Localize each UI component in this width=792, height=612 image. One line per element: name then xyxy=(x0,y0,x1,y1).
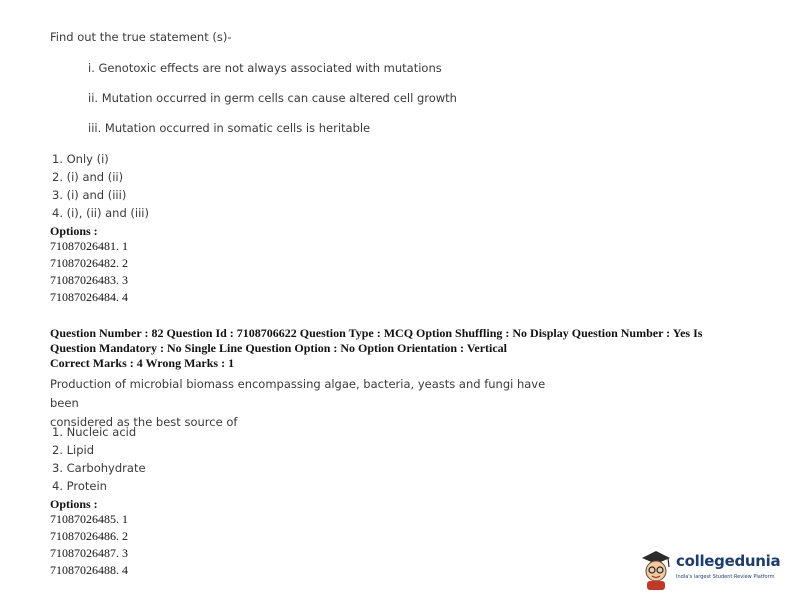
option-code-list xyxy=(50,238,128,306)
answer-choice-list xyxy=(52,423,146,495)
option-code: 71087026485. 1 xyxy=(50,512,128,526)
option-code: 71087026486. 2 xyxy=(50,529,128,543)
answer-choice: 4. Protein xyxy=(52,479,107,493)
option-code: 71087026487. 3 xyxy=(50,546,128,560)
options-heading: Options : xyxy=(50,224,98,238)
option-code-list xyxy=(50,511,128,579)
option-code: 71087026484. 4 xyxy=(50,290,128,304)
answer-choice: 3. (i) and (iii) xyxy=(52,188,127,202)
answer-choice-list xyxy=(52,150,149,222)
statement-ii: ii. Mutation occurred in germ cells can cause altered cell growth xyxy=(88,91,457,105)
options-heading: Options : xyxy=(50,497,98,511)
question-prompt: Find out the true statement (s)- xyxy=(50,30,232,44)
question-meta-line: Question Mandatory : No Single Line Question Option : No Option Orientation : Vertical xyxy=(50,341,508,355)
option-code: 71087026488. 4 xyxy=(50,563,128,577)
logo-tagline: India's largest Student Review Platform xyxy=(676,574,775,580)
question-text-line: Production of microbial biomass encompassing algae, bacteria, yeasts and fungi have been xyxy=(50,377,546,410)
answer-choice: 1. Nucleic acid xyxy=(52,425,137,439)
answer-choice: 1. Only (i) xyxy=(52,152,109,166)
option-code: 71087026483. 3 xyxy=(50,273,128,287)
question-meta xyxy=(50,326,750,356)
collegedunia-logo xyxy=(638,548,781,594)
statement-iii: iii. Mutation occurred in somatic cells is heritable xyxy=(88,121,371,135)
statement-i: i. Genotoxic effects are not always associated with mutations xyxy=(88,61,442,75)
option-code: 71087026482. 2 xyxy=(50,256,128,270)
student-mascot-icon xyxy=(638,548,674,592)
answer-choice: 2. (i) and (ii) xyxy=(52,170,124,184)
question-meta-line: Question Number : 82 Question Id : 7108706622 Question Type : MCQ Option Shuffling : No Display Question Number : Yes Is xyxy=(50,326,703,340)
answer-choice: 4. (i), (ii) and (iii) xyxy=(52,206,149,220)
question-text-line: considered as the best source of xyxy=(50,415,238,429)
answer-choice: 3. Carbohydrate xyxy=(52,461,146,475)
logo-wordmark: collegedunia xyxy=(676,552,781,570)
option-code: 71087026481. 1 xyxy=(50,239,128,253)
answer-choice: 2. Lipid xyxy=(52,443,95,457)
question-marks: Correct Marks : 4 Wrong Marks : 1 xyxy=(50,356,235,370)
